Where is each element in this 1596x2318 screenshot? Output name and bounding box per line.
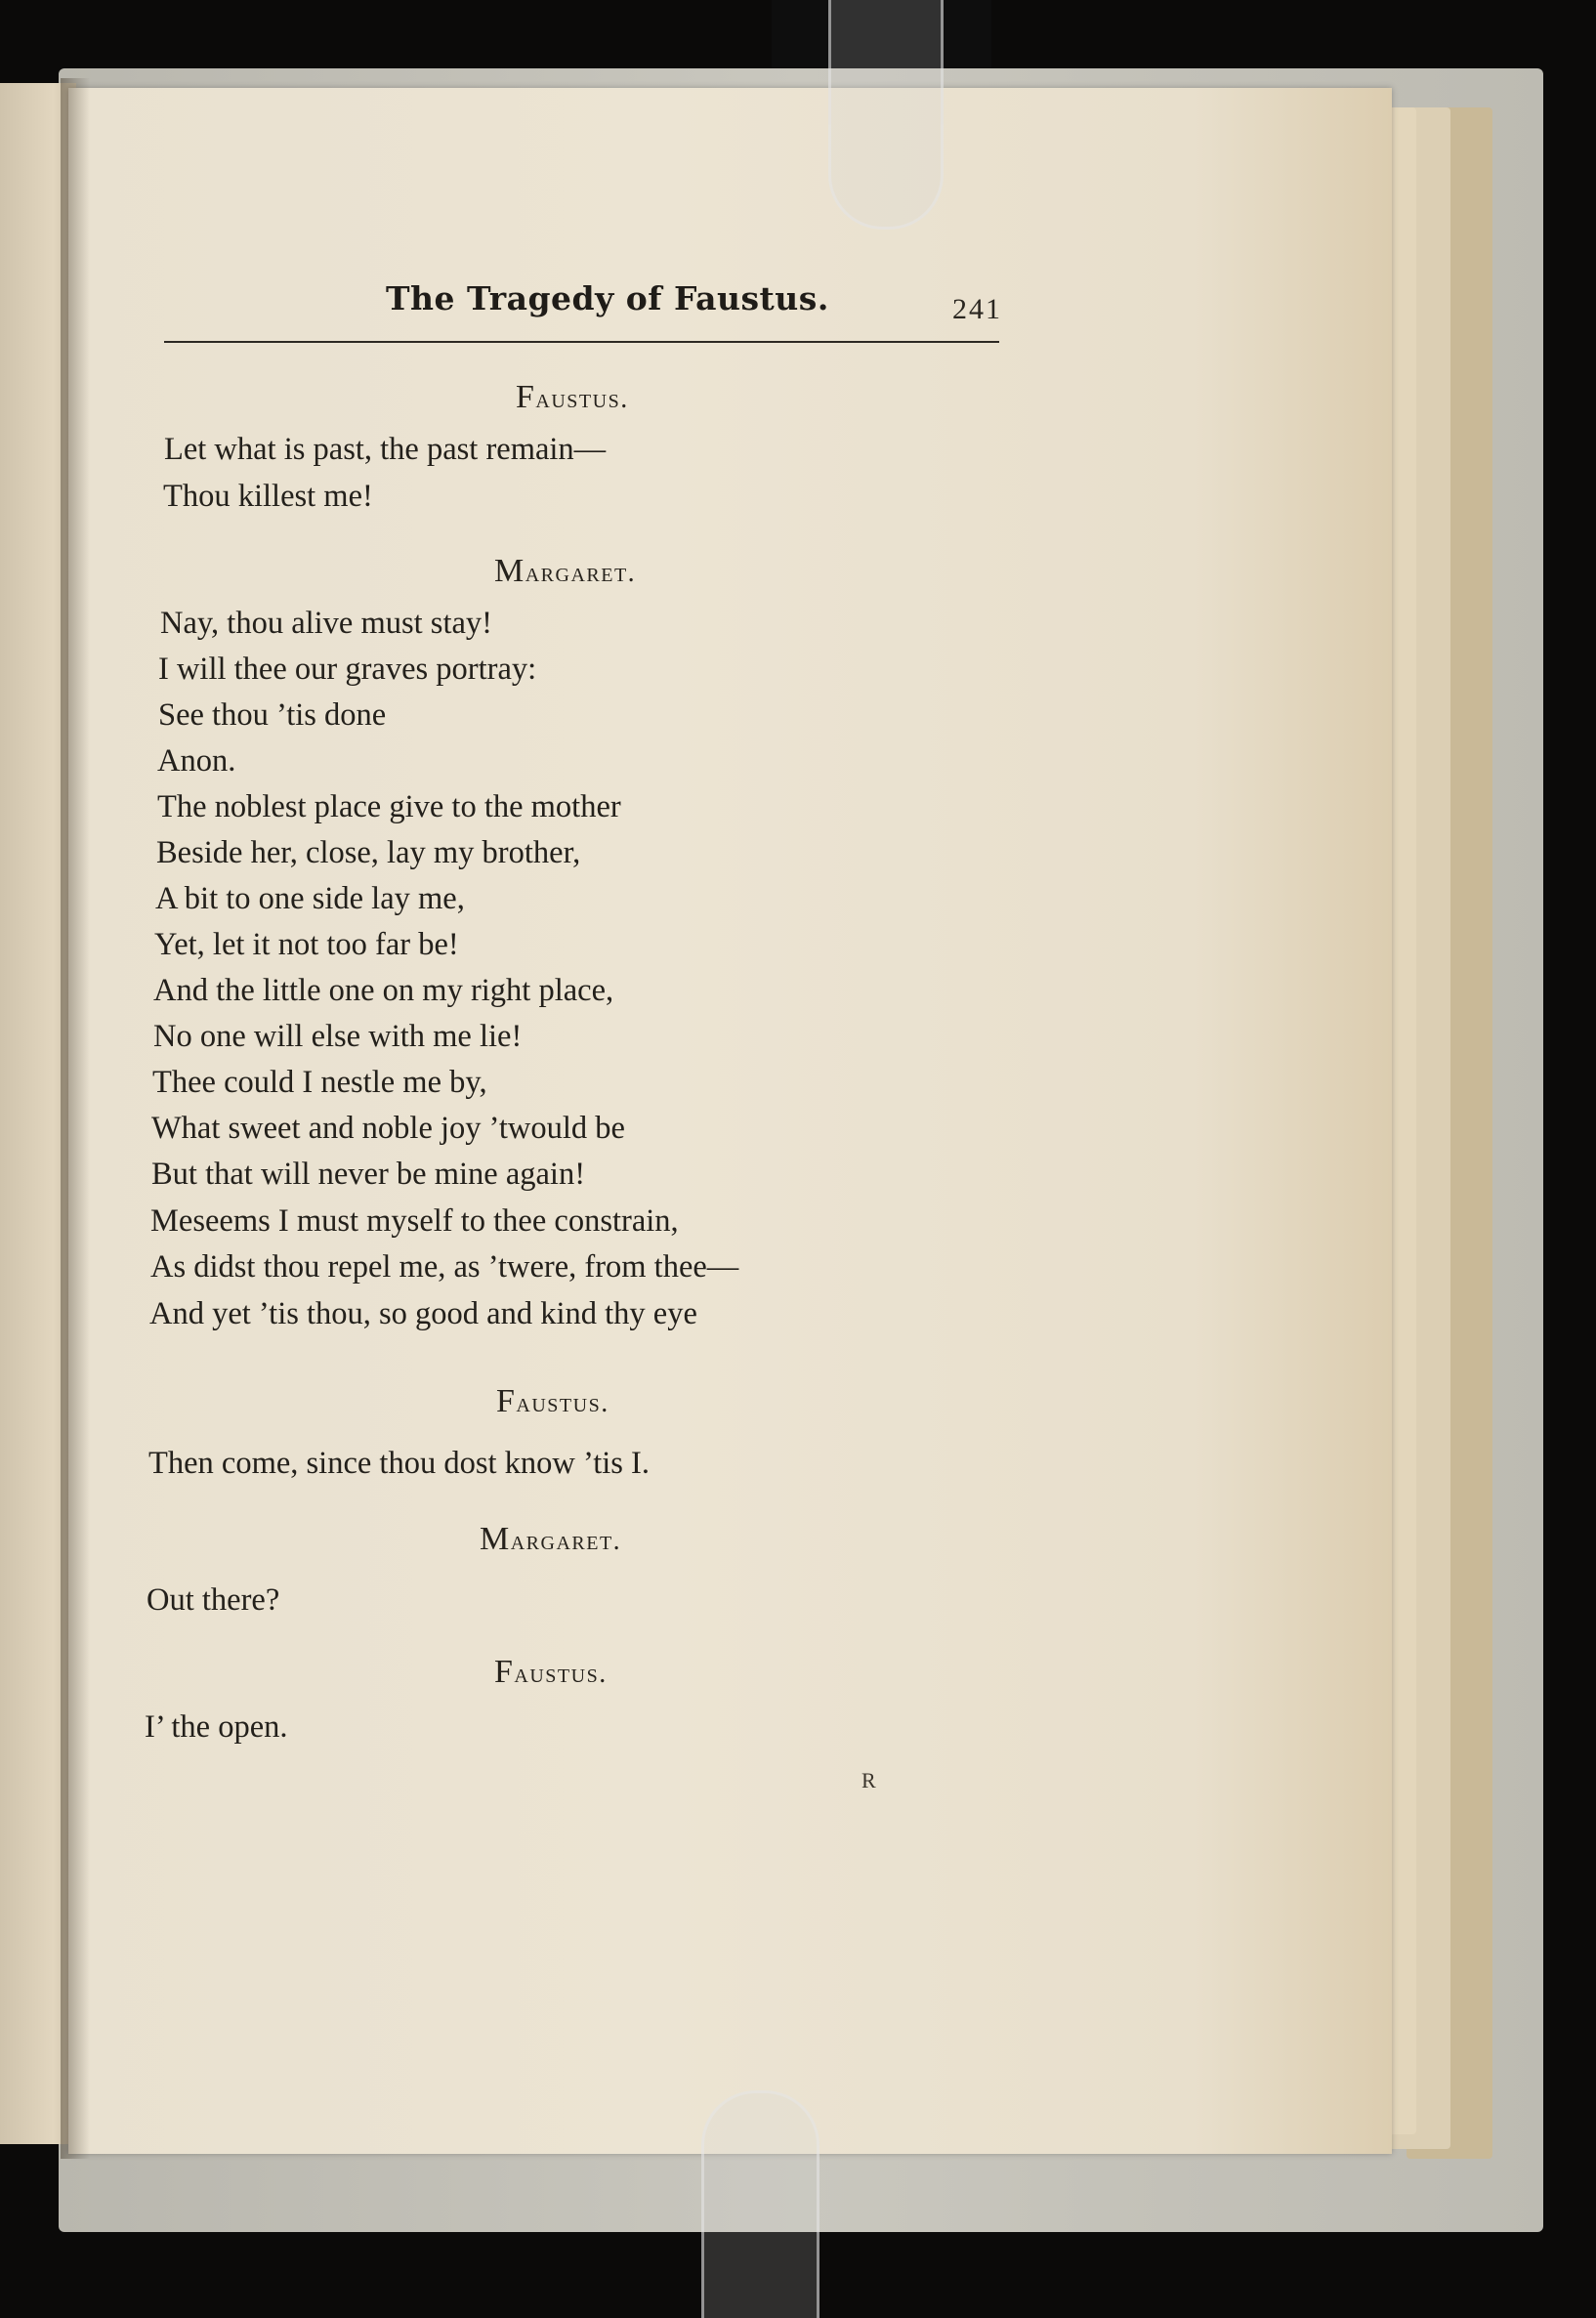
page-clip-top bbox=[828, 0, 944, 230]
page-number: 241 bbox=[952, 293, 1002, 325]
speaker-heading: Faustus. bbox=[494, 1654, 608, 1690]
verse-line: See thou ’tis done bbox=[158, 697, 387, 733]
page-clip-bottom bbox=[701, 2090, 819, 2318]
speaker-heading: Faustus. bbox=[496, 1383, 609, 1419]
verse-line: Meseems I must myself to thee constrain, bbox=[150, 1203, 679, 1239]
verse-line: And yet ’tis thou, so good and kind thy eye bbox=[149, 1296, 697, 1331]
verse-line: No one will else with me lie! bbox=[153, 1019, 523, 1054]
verse-line: And the little one on my right place, bbox=[153, 973, 614, 1008]
gutter-shadow bbox=[61, 78, 90, 2159]
running-title: The Tragedy of Faustus. bbox=[386, 279, 829, 317]
speaker-heading: Faustus. bbox=[516, 379, 629, 415]
verse-line: But that will never be mine again! bbox=[151, 1157, 586, 1192]
verse-line: I will thee our graves portray: bbox=[158, 652, 537, 687]
verse-line: I’ the open. bbox=[145, 1709, 288, 1745]
verse-line: Anon. bbox=[157, 743, 236, 779]
verse-line: A bit to one side lay me, bbox=[155, 881, 465, 916]
verse-line: The noblest place give to the mother bbox=[157, 789, 621, 824]
verse-line: Yet, let it not too far be! bbox=[154, 927, 459, 962]
header-rule bbox=[164, 341, 999, 343]
verse-line: Let what is past, the past remain— bbox=[164, 432, 607, 467]
speaker-heading: Margaret. bbox=[494, 553, 637, 589]
signature-mark: R bbox=[861, 1768, 876, 1792]
verse-line: Nay, thou alive must stay! bbox=[160, 606, 492, 641]
verse-line: Thee could I nestle me by, bbox=[152, 1065, 487, 1100]
verse-line: Thou killest me! bbox=[163, 479, 373, 514]
verse-line: Out there? bbox=[147, 1582, 280, 1618]
verse-line: What sweet and noble joy ’twould be bbox=[151, 1111, 625, 1146]
verse-line: Then come, since thou dost know ’tis I. bbox=[148, 1446, 651, 1481]
speaker-heading: Margaret. bbox=[480, 1521, 622, 1557]
verse-line: Beside her, close, lay my brother, bbox=[156, 835, 581, 870]
verse-line: As didst thou repel me, as ’twere, from thee— bbox=[150, 1249, 739, 1285]
